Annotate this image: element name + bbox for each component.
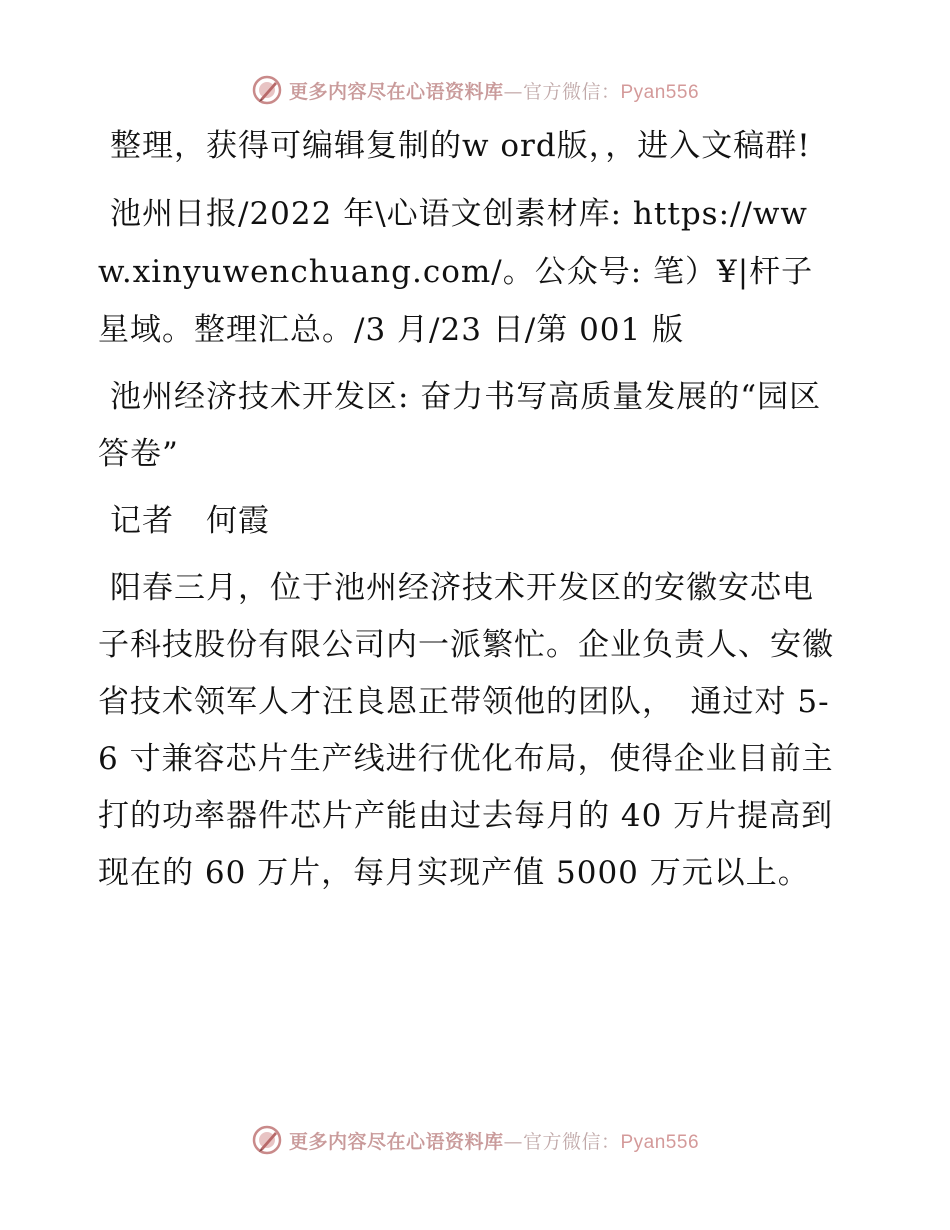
pen-logo-icon [251, 74, 283, 106]
paragraph-intro: 整理，获得可编辑复制的w ord版，，进入文稿群! [110, 128, 811, 164]
watermark-header [0, 70, 950, 110]
watermark-text: 更多内容尽在心语资料库—官方微信：Pyan556 [288, 80, 700, 103]
watermark-text: 更多内容尽在心语资料库—官方微信：Pyan556 [288, 1130, 700, 1153]
paragraph-source: 池州日报/2022 年\心语文创素材库: https://www.xinyuwenchuang.com/。公众号: 笔）¥|杆子星域。整理汇总。/3 月/23 日/第 001 版 [98, 196, 814, 348]
article-byline: 记者 何霞 [110, 503, 270, 539]
article-body [98, 118, 838, 912]
paragraph-body: 阳春三月，位于池州经济技术开发区的安徽安芯电子科技股份有限公司内一派繁忙。企业负责人、安徽省技术领军人才汪良恩正带领他的团队， 通过对 5-6 寸兼容芯片生产线进行优化布局，使得企业目前主打的功率器件芯片产能由过去每月的 40 万片提高到现在的 60 万片，每月实现产值 5000 万元以上。 [98, 570, 834, 891]
watermark-footer [0, 1120, 950, 1160]
pen-logo-icon [251, 1124, 283, 1156]
article-title: 池州经济技术开发区: 奋力书写高质量发展的“园区答卷” [98, 379, 822, 472]
